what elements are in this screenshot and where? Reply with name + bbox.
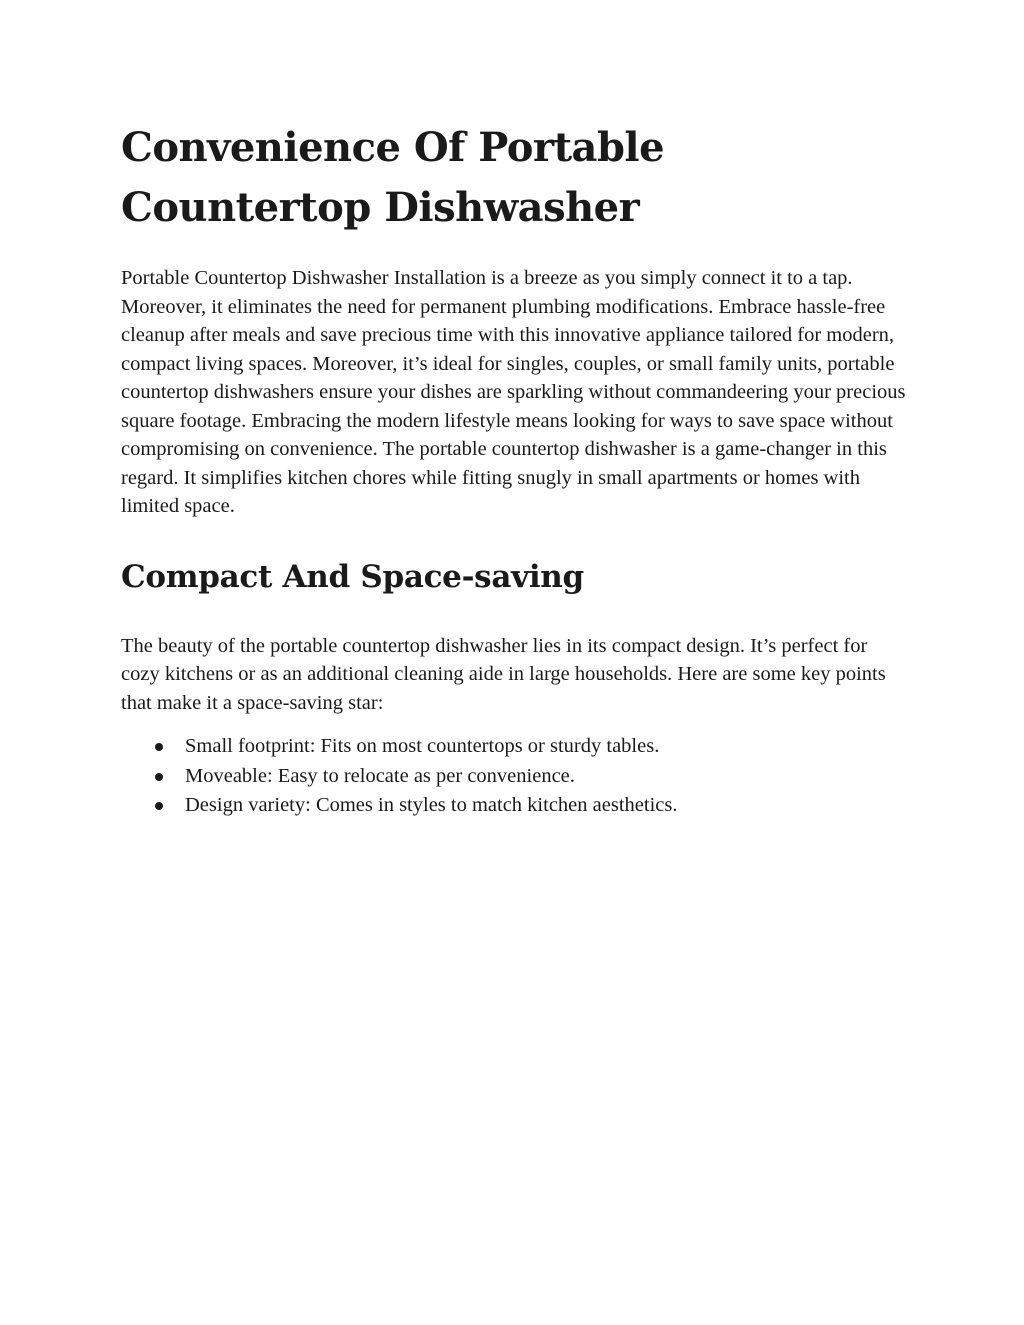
bullet-icon	[155, 773, 163, 781]
bullet-icon	[155, 743, 163, 751]
bullet-list	[121, 732, 911, 821]
list-item	[121, 732, 911, 762]
page-title: Convenience Of Portable Countertop Dishwasher	[121, 124, 665, 231]
document-page	[121, 118, 911, 821]
list-item-text: Small footprint: Fits on most countertops or sturdy tables.	[185, 735, 660, 757]
list-item	[121, 762, 911, 792]
intro-paragraph: Portable Countertop Dishwasher Installation is a breeze as you simply connect it to a tap. Moreover, it eliminates the need for permanent plumbing modifications. Embrace hassle-free cleanup after meals and save precious time with this innovative appliance tailored for modern, compact living spaces. Moreover, it’s ideal for singles, couples, or small family units, portable countertop dishwashers ensure your dishes are sparkling without commandeering your precious square footage. Embracing the modern lifestyle means looking for ways to save space without compromising on convenience. The portable countertop dishwasher is a game-changer in this regard. It simplifies kitchen chores while fitting snugly in small apartments or homes with limited space.	[121, 267, 906, 517]
list-item-text: Moveable: Easy to relocate as per convenience.	[185, 764, 575, 787]
list-item-text: Design variety: Comes in styles to match kitchen aesthetics.	[185, 794, 678, 816]
section-heading: Compact And Space-saving	[121, 558, 584, 595]
bullet-icon	[155, 802, 163, 810]
section-paragraph: The beauty of the portable countertop dishwasher lies in its compact design. It’s perfect for cozy kitchens or as an additional cleaning aide in large households. Here are some key points that make it a space-saving star:	[121, 634, 886, 714]
list-item	[121, 791, 911, 821]
